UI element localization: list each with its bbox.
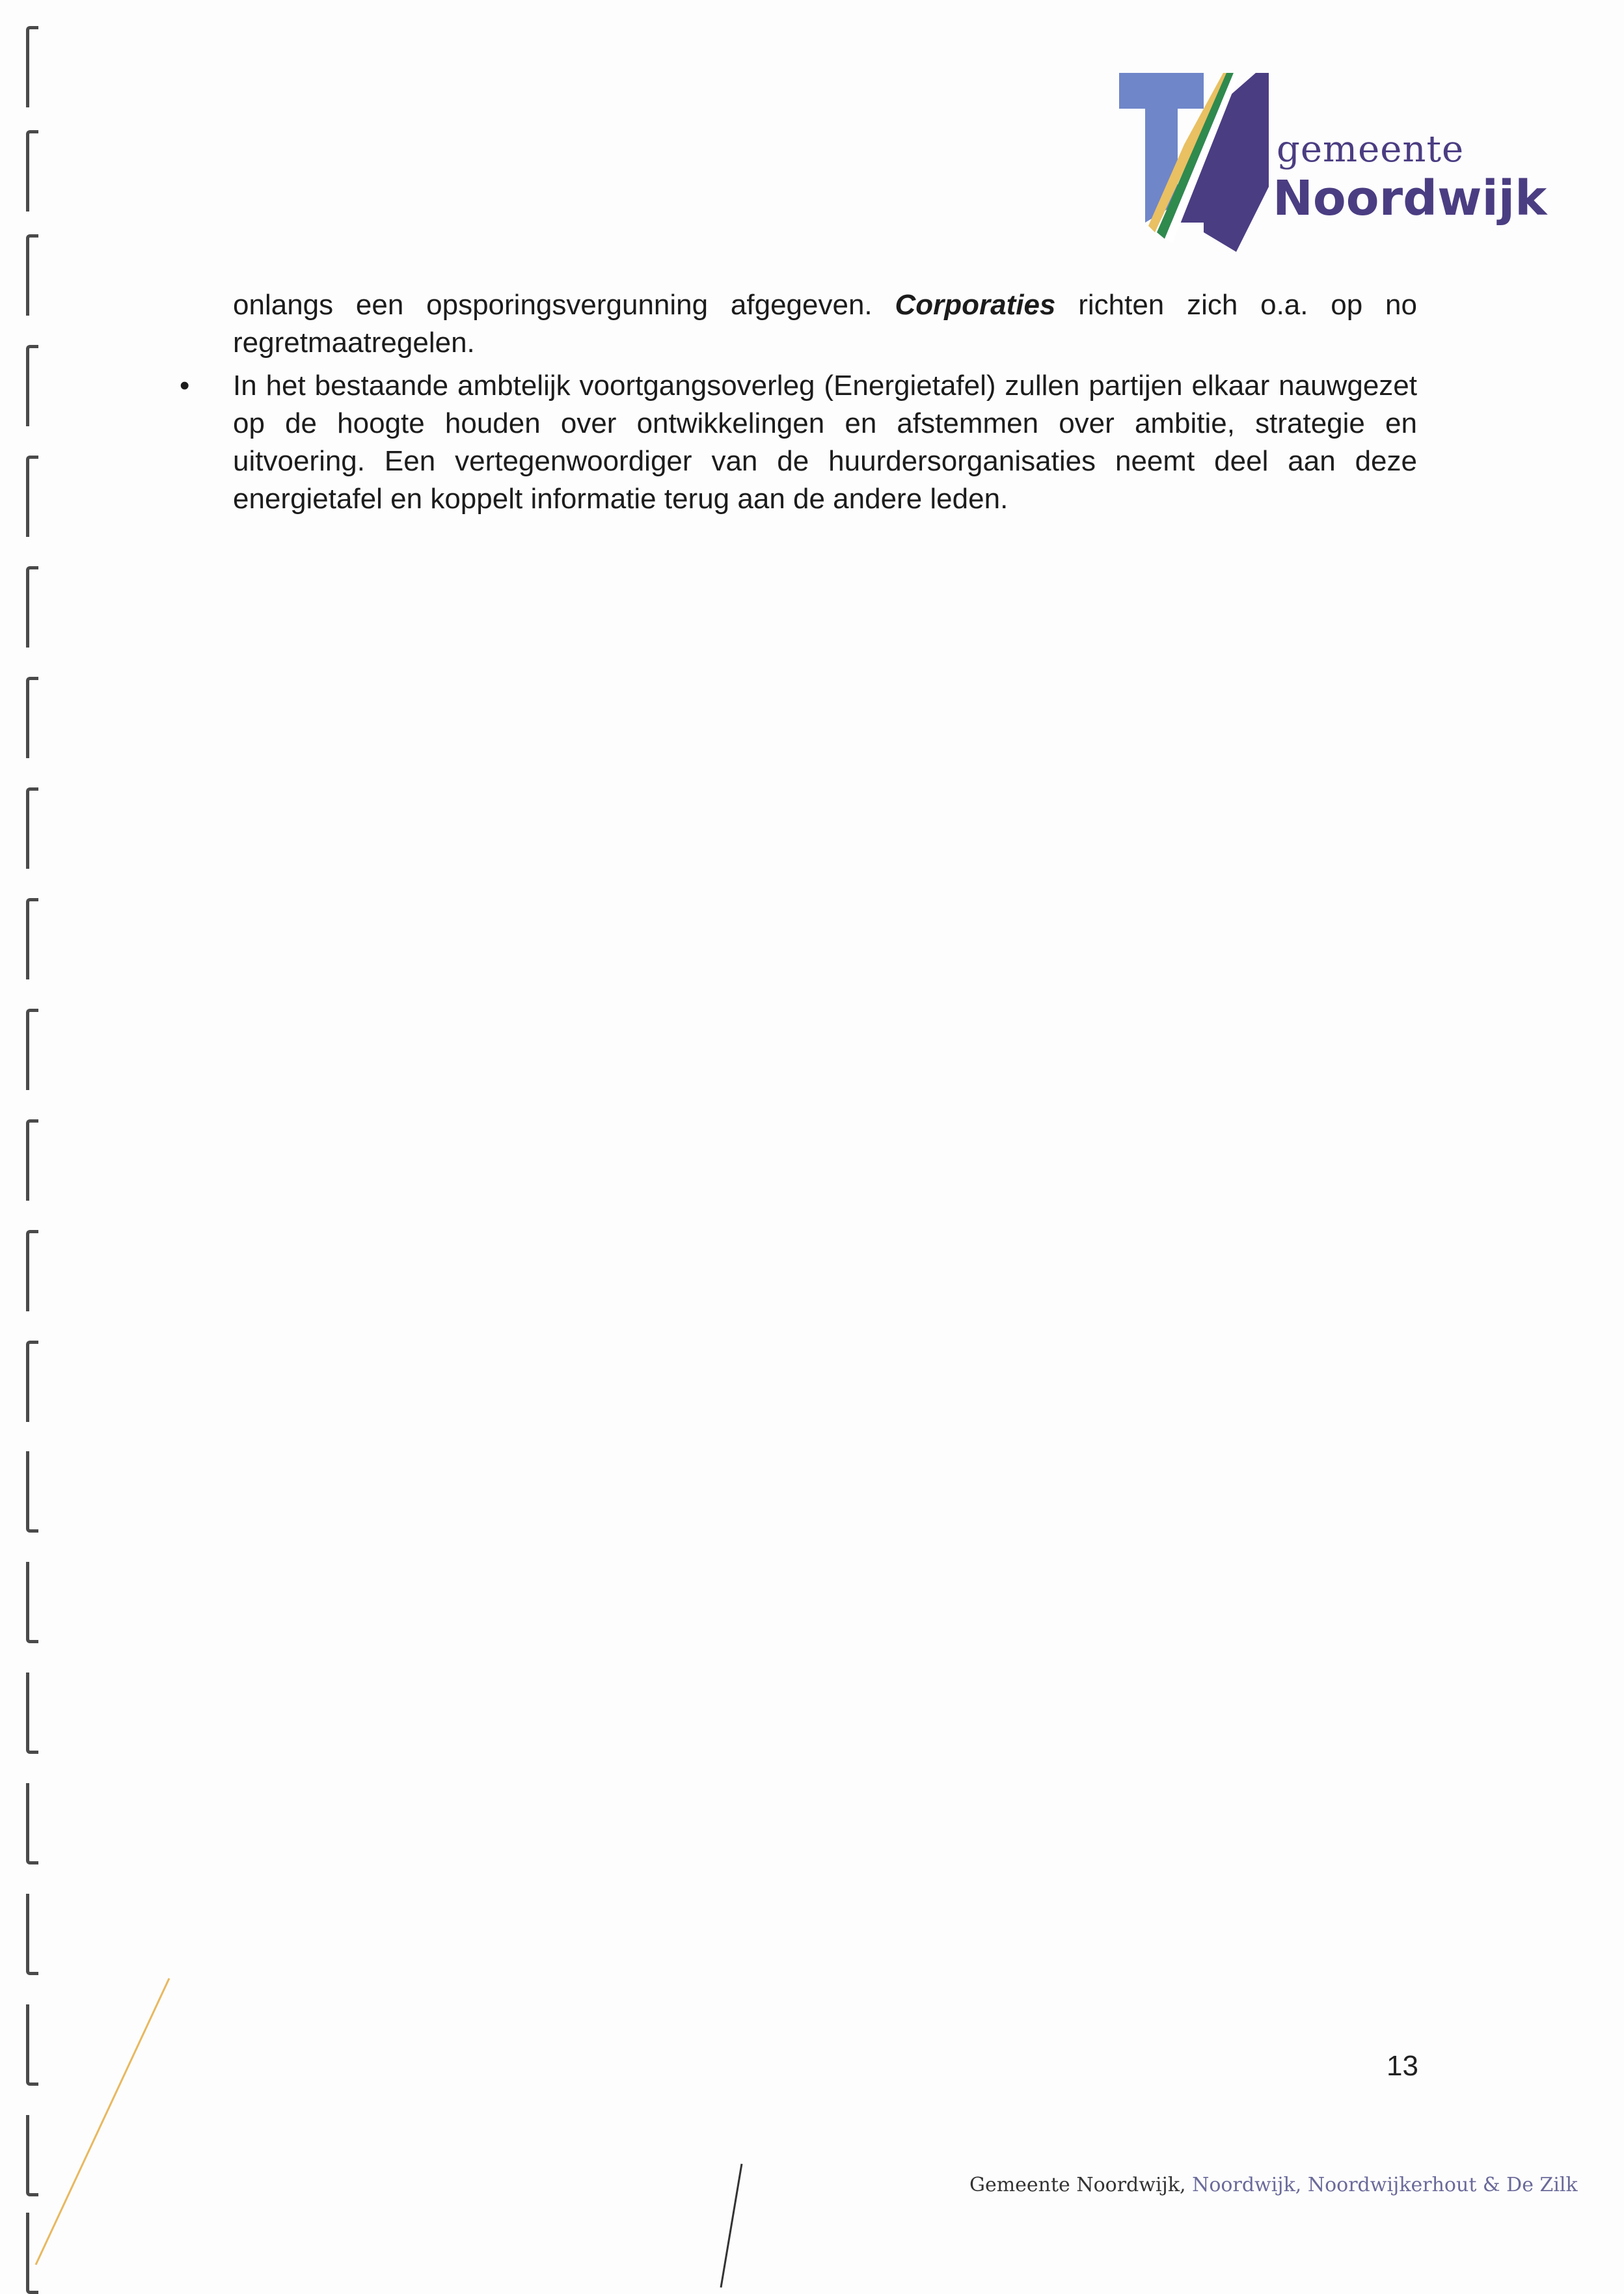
binding-clip: [26, 1451, 38, 1533]
pen-stroke-yellow: [26, 1972, 176, 2271]
municipality-logo: [1106, 73, 1562, 268]
document-body: [180, 286, 1417, 518]
bullet-icon: •: [180, 370, 190, 402]
binding-clip: [26, 234, 38, 316]
binding-clip: [26, 566, 38, 648]
list-item: [180, 367, 1417, 518]
binding-clip: [26, 26, 38, 107]
paragraph-text: richten zich o.a. op no regretmaatregelen.: [233, 289, 1417, 359]
logo-text-noordwijk: Noordwijk: [1273, 171, 1547, 226]
binding-clip: [26, 345, 38, 426]
footer-places: Noordwijk, Noordwijkerhout & De Zilk: [1185, 2174, 1578, 2196]
pen-stroke-dark: [716, 2161, 748, 2291]
emphasized-term: Corporaties: [895, 289, 1056, 321]
binding-clip: [26, 1562, 38, 1643]
binding-clip: [26, 1673, 38, 1754]
binding-clip: [26, 677, 38, 758]
binding-clip: [26, 1894, 38, 1975]
binding-clip: [26, 1783, 38, 1864]
logo-text-gemeente: gemeente: [1277, 128, 1465, 171]
binding-holes: [0, 0, 72, 2291]
binding-clip: [26, 1341, 38, 1422]
binding-clip: [26, 1009, 38, 1090]
list-item-text: In het bestaande ambtelijk voortgangsoverleg (Energietafel) zullen partijen elkaar nauwgezet op de hoogte houden over ontwikkelingen en afstemmen over ambitie, strategie en uitvoering. Een vertegenwoordiger van de huurdersorganisaties neemt deel aan deze energietafel en koppelt informatie terug aan de andere leden.: [233, 370, 1417, 515]
binding-clip: [26, 456, 38, 537]
paragraph-continuation: [233, 286, 1417, 362]
binding-clip: [26, 1119, 38, 1201]
page-number: 13: [1387, 2050, 1418, 2082]
binding-clip: [26, 898, 38, 979]
binding-clip: [26, 1230, 38, 1311]
paragraph-text: onlangs een opsporingsvergunning afgegeven.: [233, 289, 895, 321]
footer: [969, 2174, 1578, 2196]
binding-clip: [26, 130, 38, 212]
noordwijk-emblem-icon: [1106, 73, 1275, 268]
binding-clip: [26, 787, 38, 869]
footer-organization: Gemeente Noordwijk,: [969, 2174, 1186, 2196]
